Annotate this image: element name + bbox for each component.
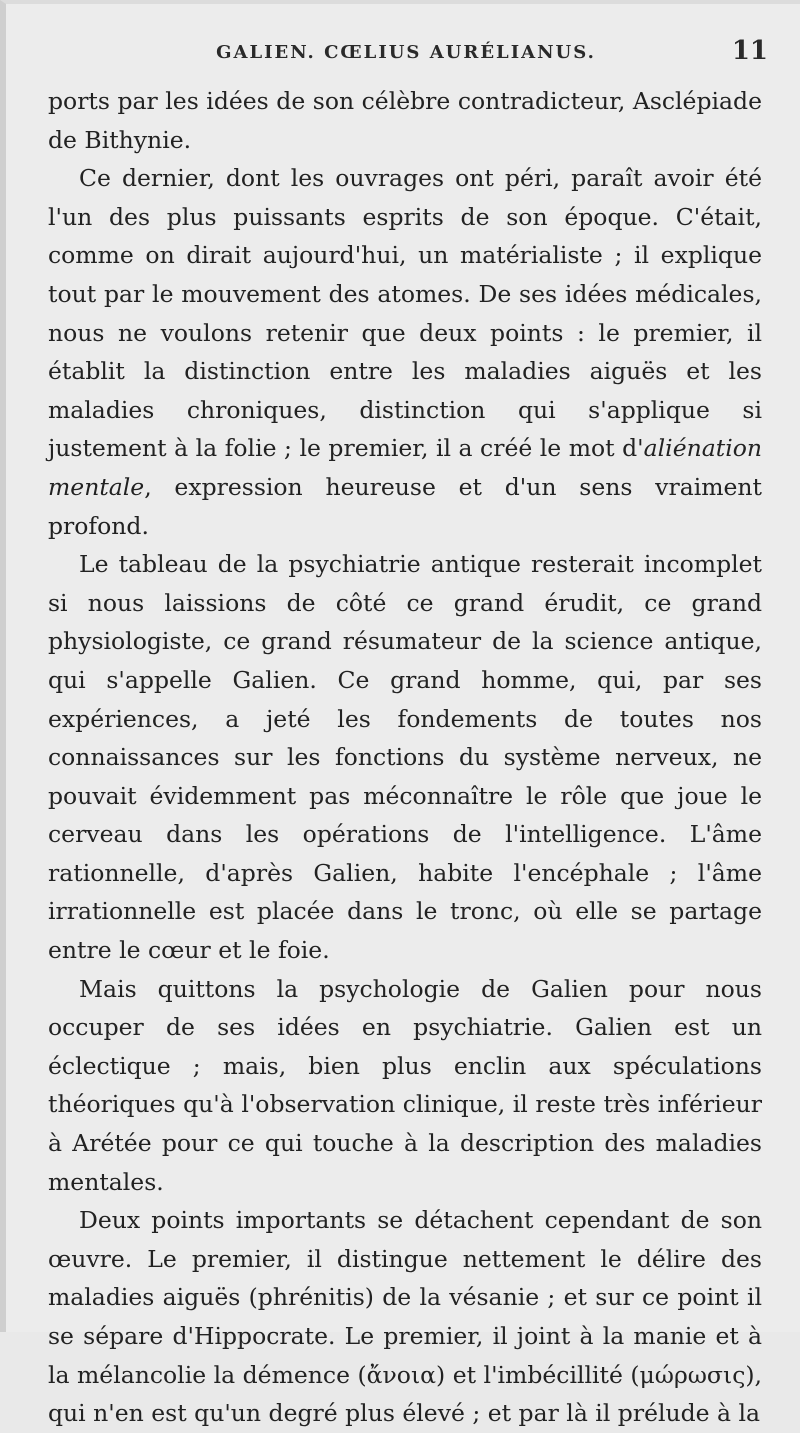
paragraph-2	[48, 159, 762, 545]
paragraph-4: Mais quittons la psychologie de Galien pour nous occuper de ses idées en psychiatrie. Galien est un éclectique ; mais, bien plus enclin aux spéculations théoriques qu'à l'observation clinique, il reste très inférieur à Arétée pour ce qui touche à la description des maladies mentales.	[48, 974, 762, 1196]
paragraph-2-text-after: , expression heureuse et d'un sens vraiment profond.	[48, 472, 762, 540]
page-number: 11	[731, 36, 768, 66]
body-text	[48, 82, 762, 1433]
paragraph-2-text-before: Ce dernier, dont les ouvrages ont péri, paraît avoir été l'un des plus puissants esprits de son époque. C'était, comme on dirait aujourd'hui, un matérialiste ; il explique tout par le mouvement des atomes. De ses idées médicales, nous ne voulons retenir que deux points : le premier, il établit la distinction entre les maladies aiguës et les maladies chroniques, distinction qui s'applique si justement à la folie ; le premier, il a créé le mot d'	[48, 164, 762, 463]
paragraph-1: ports par les idées de son célèbre contradicteur, Asclépiade de Bithynie.	[48, 87, 762, 154]
paragraph-5: Deux points importants se détachent cependant de son œuvre. Le premier, il distingue nettement le délire des maladies aiguës (phrénitis) de la vésanie ; et sur ce point il se sépare d'Hippocrate. Le premier, il joint à la manie et à la mélancolie la démence (ἄνοια) et l'imbécillité (μώρωσις), qui n'en est qu'un degré plus élevé ; et par là il prélude à la	[48, 1206, 762, 1428]
running-title: GALIEN. CŒLIUS AURÉLIANUS.	[216, 42, 596, 63]
paragraph-2-emphasis: aliénation mentale	[48, 434, 762, 501]
running-head	[44, 36, 768, 76]
paragraph-3: Le tableau de la psychiatrie antique resterait incomplet si nous laissions de côté ce grand érudit, ce grand physiologiste, ce grand résumateur de la science antique, qui s'appelle Galien. Ce grand homme, qui, par ses expériences, a jeté les fondements de toutes nos connaissances sur les fonctions du système nerveux, ne pouvait évidemment pas méconnaître le rôle que joue le cerveau dans les opérations de l'intelligence. L'âme rationnelle, d'après Galien, habite l'encéphale ; l'âme irrationnelle est placée dans le tronc, où elle se partage entre le cœur et le foie.	[48, 550, 762, 965]
